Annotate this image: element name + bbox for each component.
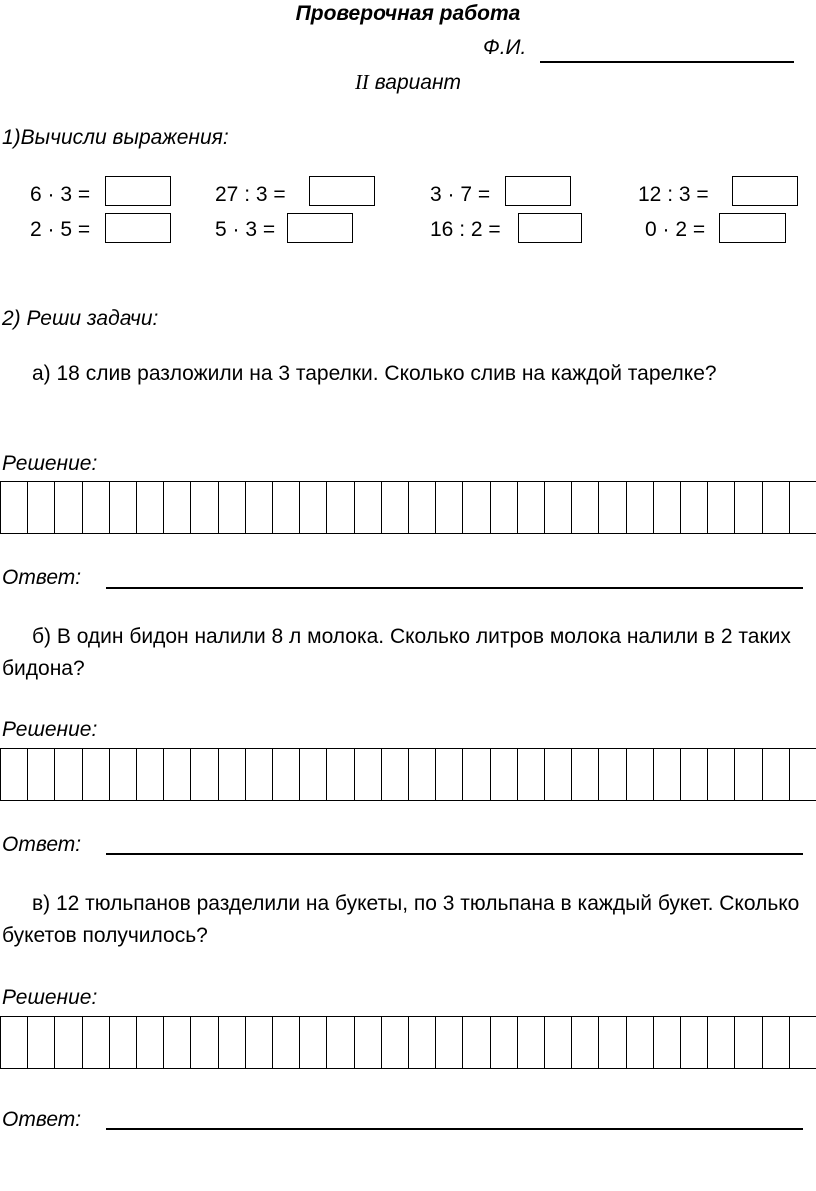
grid-cell[interactable] — [654, 749, 681, 800]
grid-cell[interactable] — [28, 1017, 55, 1068]
grid-cell[interactable] — [545, 1017, 572, 1068]
grid-cell[interactable] — [273, 482, 300, 533]
grid-cell[interactable] — [763, 482, 790, 533]
grid-cell[interactable] — [246, 1017, 273, 1068]
grid-cell[interactable] — [599, 749, 626, 800]
grid-cell[interactable] — [191, 1017, 218, 1068]
answer-line[interactable] — [106, 1128, 803, 1130]
grid-cell[interactable] — [463, 749, 490, 800]
grid-cell[interactable] — [654, 1017, 681, 1068]
grid-cell[interactable] — [355, 482, 382, 533]
grid-cell[interactable] — [300, 749, 327, 800]
grid-cell[interactable] — [518, 1017, 545, 1068]
grid-cell[interactable] — [327, 482, 354, 533]
variant-text: вариант — [368, 71, 462, 94]
grid-cell[interactable] — [327, 1017, 354, 1068]
grid-cell[interactable] — [137, 1017, 164, 1068]
grid-cell[interactable] — [83, 1017, 110, 1068]
solution-grid[interactable] — [0, 1016, 816, 1069]
fio-input-line[interactable] — [540, 61, 794, 63]
answer-box[interactable] — [732, 176, 798, 206]
grid-cell[interactable] — [463, 1017, 490, 1068]
grid-cell[interactable] — [409, 1017, 436, 1068]
solution-label: Решение: — [2, 986, 98, 1009]
grid-cell[interactable] — [327, 749, 354, 800]
grid-cell[interactable] — [110, 749, 137, 800]
grid-cell[interactable] — [491, 749, 518, 800]
answer-box[interactable] — [518, 213, 582, 243]
grid-cell[interactable] — [572, 1017, 599, 1068]
expression-label: 2 · 5 = — [30, 218, 91, 241]
grid-cell[interactable] — [55, 482, 82, 533]
answer-line[interactable] — [106, 587, 803, 589]
expression-label: 5 · 3 = — [215, 218, 276, 241]
grid-cell[interactable] — [300, 482, 327, 533]
grid-cell[interactable] — [681, 749, 708, 800]
expression-label: 27 : 3 = — [215, 183, 286, 206]
grid-cell[interactable] — [246, 749, 273, 800]
grid-cell[interactable] — [735, 1017, 762, 1068]
grid-cell[interactable] — [627, 1017, 654, 1068]
grid-cell[interactable] — [219, 482, 246, 533]
expression-label: 12 : 3 = — [638, 183, 709, 206]
grid-cell[interactable] — [763, 1017, 790, 1068]
problem-text: б) В один бидон налили 8 л молока. Сколько литров молока налили в 2 таких бидона? — [2, 625, 791, 680]
expression-label: 0 · 2 = — [645, 218, 706, 241]
answer-box[interactable] — [105, 176, 171, 206]
grid-cell[interactable] — [790, 1017, 816, 1068]
grid-cell[interactable] — [273, 749, 300, 800]
grid-cell[interactable] — [382, 1017, 409, 1068]
grid-cell[interactable] — [355, 1017, 382, 1068]
grid-cell[interactable] — [409, 749, 436, 800]
variant-label — [0, 70, 816, 95]
answer-box[interactable] — [287, 213, 353, 243]
grid-cell[interactable] — [518, 482, 545, 533]
grid-cell[interactable] — [164, 749, 191, 800]
answer-box[interactable] — [719, 213, 786, 243]
solution-label: Решение: — [2, 718, 98, 741]
grid-cell[interactable] — [28, 749, 55, 800]
grid-cell[interactable] — [545, 482, 572, 533]
answer-label: Ответ: — [2, 833, 82, 856]
grid-cell[interactable] — [790, 749, 816, 800]
grid-cell[interactable] — [599, 482, 626, 533]
grid-cell[interactable] — [491, 482, 518, 533]
grid-cell[interactable] — [790, 482, 816, 533]
grid-cell[interactable] — [1, 482, 28, 533]
expression-label: 3 · 7 = — [430, 183, 491, 206]
grid-cell[interactable] — [219, 749, 246, 800]
grid-cell[interactable] — [83, 749, 110, 800]
grid-cell[interactable] — [55, 749, 82, 800]
grid-cell[interactable] — [627, 749, 654, 800]
grid-cell[interactable] — [382, 482, 409, 533]
grid-cell[interactable] — [436, 749, 463, 800]
grid-cell[interactable] — [491, 1017, 518, 1068]
grid-cell[interactable] — [1, 749, 28, 800]
solution-grid[interactable] — [0, 748, 816, 801]
grid-cell[interactable] — [545, 749, 572, 800]
grid-cell[interactable] — [436, 1017, 463, 1068]
grid-cell[interactable] — [55, 1017, 82, 1068]
grid-cell[interactable] — [28, 482, 55, 533]
grid-cell[interactable] — [246, 482, 273, 533]
grid-cell[interactable] — [708, 749, 735, 800]
grid-cell[interactable] — [191, 482, 218, 533]
grid-cell[interactable] — [763, 749, 790, 800]
page-title: Проверочная работа — [295, 2, 521, 25]
grid-cell[interactable] — [735, 749, 762, 800]
problem-text: в) 12 тюльпанов разделили на букеты, по 3 тюльпана в каждый букет. Сколько букетов получилось? — [2, 892, 800, 947]
grid-cell[interactable] — [708, 482, 735, 533]
grid-cell[interactable] — [436, 482, 463, 533]
grid-cell[interactable] — [382, 749, 409, 800]
grid-cell[interactable] — [681, 482, 708, 533]
grid-cell[interactable] — [300, 1017, 327, 1068]
grid-cell[interactable] — [735, 482, 762, 533]
problem-text: а) 18 слив разложили на 3 тарелки. Сколько слив на каждой тарелке? — [32, 362, 717, 385]
expression-label: 16 : 2 = — [430, 218, 501, 241]
grid-cell[interactable] — [137, 482, 164, 533]
grid-cell[interactable] — [273, 1017, 300, 1068]
grid-cell[interactable] — [137, 749, 164, 800]
section1-heading: 1)Вычисли выражения: — [2, 126, 229, 149]
answer-box[interactable] — [309, 176, 375, 206]
grid-cell[interactable] — [654, 482, 681, 533]
grid-cell[interactable] — [164, 482, 191, 533]
grid-cell[interactable] — [110, 482, 137, 533]
fio-label: Ф.И. — [483, 36, 527, 59]
answer-label: Ответ: — [2, 566, 82, 589]
grid-cell[interactable] — [164, 1017, 191, 1068]
grid-cell[interactable] — [708, 1017, 735, 1068]
solution-grid[interactable] — [0, 481, 816, 534]
grid-cell[interactable] — [219, 1017, 246, 1068]
solution-label: Решение: — [2, 452, 98, 475]
grid-cell[interactable] — [681, 1017, 708, 1068]
grid-cell[interactable] — [572, 749, 599, 800]
grid-cell[interactable] — [463, 482, 490, 533]
grid-cell[interactable] — [191, 749, 218, 800]
grid-cell[interactable] — [110, 1017, 137, 1068]
grid-cell[interactable] — [572, 482, 599, 533]
grid-cell[interactable] — [627, 482, 654, 533]
variant-numeral: II — [354, 70, 369, 94]
answer-line[interactable] — [106, 853, 803, 855]
grid-cell[interactable] — [355, 749, 382, 800]
expression-label: 6 · 3 = — [30, 183, 91, 206]
answer-box[interactable] — [505, 176, 571, 206]
section2-heading: 2) Реши задачи: — [2, 307, 159, 330]
grid-cell[interactable] — [599, 1017, 626, 1068]
grid-cell[interactable] — [518, 749, 545, 800]
grid-cell[interactable] — [409, 482, 436, 533]
answer-box[interactable] — [105, 213, 171, 243]
grid-cell[interactable] — [1, 1017, 28, 1068]
answer-label: Ответ: — [2, 1108, 82, 1131]
grid-cell[interactable] — [83, 482, 110, 533]
